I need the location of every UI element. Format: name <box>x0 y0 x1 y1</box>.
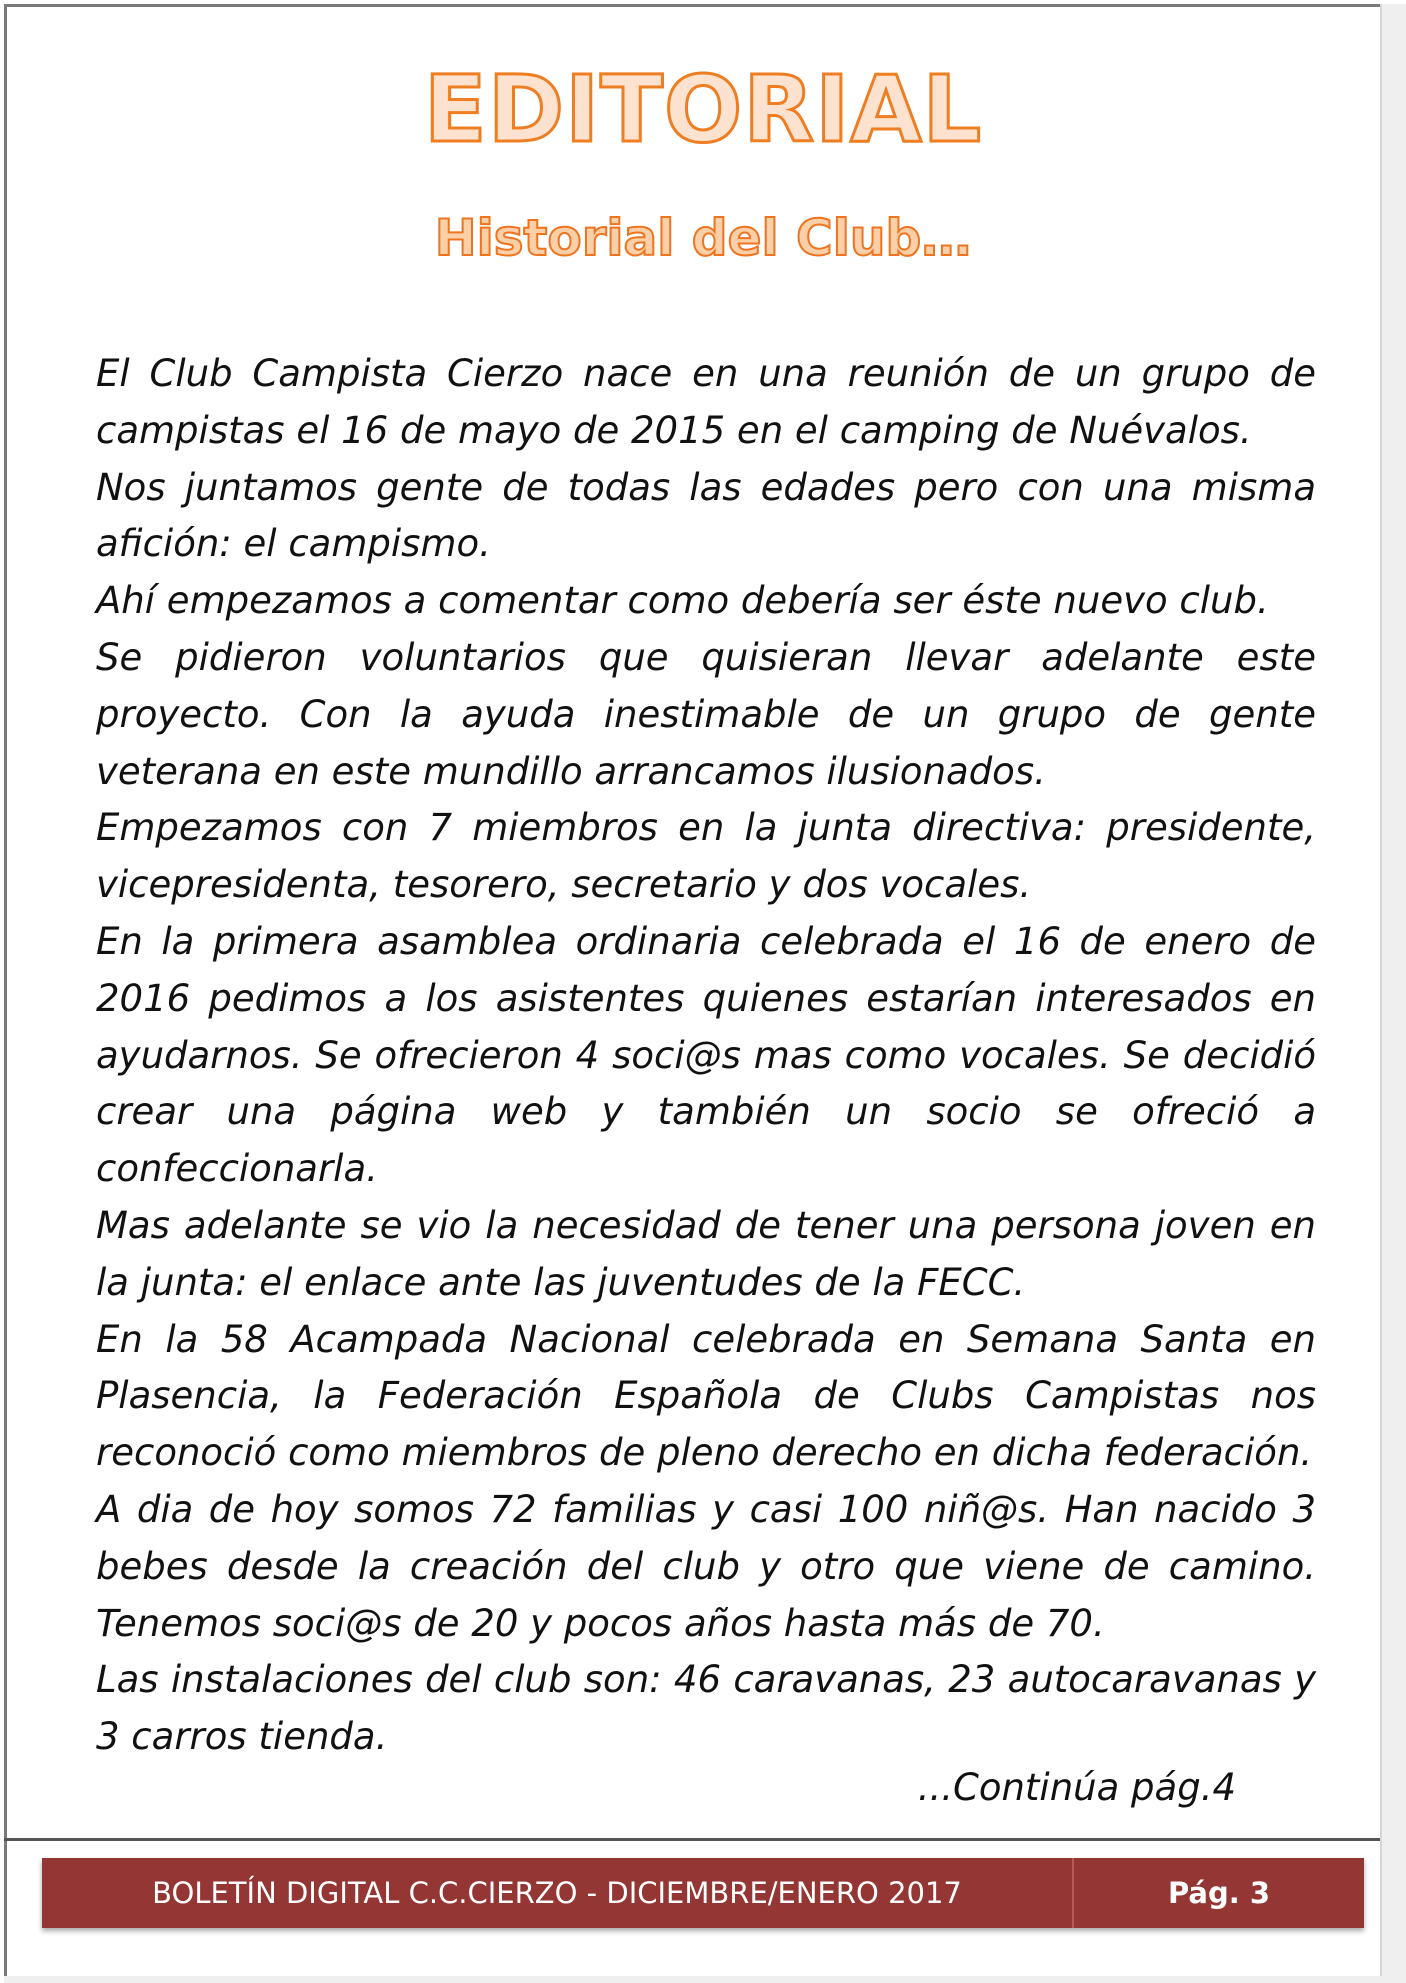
paragraph-assembly: En la primera asamblea ordinaria celebrada el 16 de enero de 2016 pedimos a los asistentes quienes estarían interesados en ayudarnos. Se ofrecieron 4 soci@s mas como vocales. Se decidió crear una página web y también un socio se ofreció a confeccionarla. <box>96 919 1316 1191</box>
paragraph-board: Empezamos con 7 miembros en la junta directiva: presidente, vicepresidenta, tesorero, secretario y dos vocales. <box>96 806 1316 907</box>
editorial-title: EDITORIAL <box>423 56 983 163</box>
page-edge-right <box>1380 4 1406 1979</box>
paragraph-facilities: Las instalaciones del club son: 46 caravanas, 23 autocaravanas y 3 carros tienda. <box>96 1658 1316 1759</box>
paragraph-members: A dia de hoy somos 72 familias y casi 100 niñ@s. Han nacido 3 bebes desde la creación del club y otro que viene de camino. Tenemos soci@s de 20 y pocos años hasta más de 70. <box>96 1487 1316 1645</box>
footer-publication: BOLETÍN DIGITAL C.C.CIERZO - DICIEMBRE/ENERO 2017 <box>152 1876 962 1910</box>
footer-page-number: Pág. 3 <box>1167 1876 1271 1910</box>
paragraph-federation: En la 58 Acampada Nacional celebrada en Semana Santa en Plasencia, la Federación Española de Clubs Campistas nos reconoció como miembros de pleno derecho en dicha federación. <box>96 1317 1316 1475</box>
page-edge-bottom <box>4 1976 1406 1983</box>
paragraph-ages: Nos juntamos gente de todas las edades pero con una misma afición: el campismo. <box>96 465 1316 566</box>
editorial-subtitle: Historial del Club… <box>434 209 972 267</box>
paragraph-founding: El Club Campista Cierzo nace en una reunión de un grupo de campistas el 16 de mayo de 2015 en el camping de Nuévalos. <box>96 352 1316 452</box>
footer-rule <box>4 1838 1380 1841</box>
paragraph-youth: Mas adelante se vio la necesidad de tener una persona joven en la junta: el enlace ante las juventudes de la FECC. <box>96 1203 1316 1304</box>
continuation-note: ...Continúa pág.4 <box>917 1766 1236 1809</box>
paragraph-volunteers: Se pidieron voluntarios que quisieran llevar adelante este proyecto. Con la ayuda inestimable de un grupo de gente veterana en este mundillo arrancamos ilusionados. <box>96 635 1316 793</box>
paragraph-new-club: Ahí empezamos a comentar como debería ser éste nuevo club. <box>96 579 1269 623</box>
article-body <box>96 346 1316 1766</box>
